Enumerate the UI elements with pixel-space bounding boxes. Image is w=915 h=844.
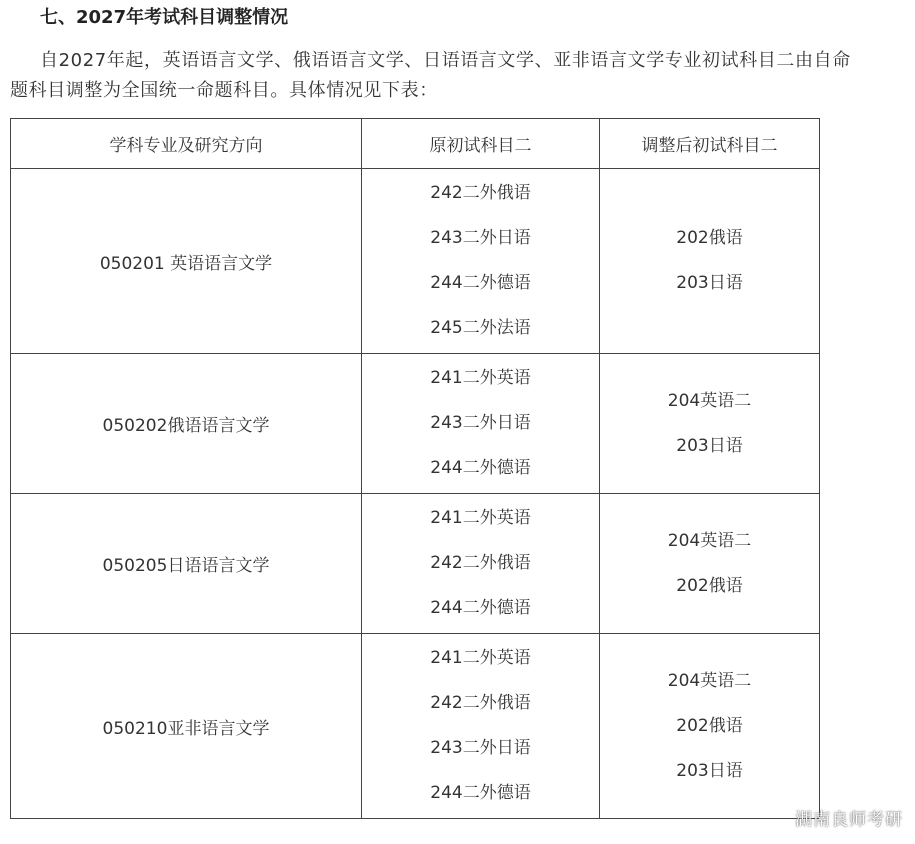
adjusted-subject: 202俄语: [676, 228, 743, 248]
paragraph-line-2: 题科目调整为全国统一命题科目。具体情况见下表：: [10, 80, 438, 101]
adjusted-subjects-cell: [600, 494, 820, 634]
original-subject: 243二外日语: [430, 228, 531, 248]
major-cell: 050210亚非语言文学: [11, 634, 362, 819]
original-subject: 244二外德语: [430, 598, 531, 618]
watermark: 湖南良师考研: [795, 810, 903, 830]
table-row: [11, 634, 820, 819]
adjusted-subjects-cell: [600, 354, 820, 494]
original-subjects-cell: [362, 169, 600, 354]
adjusted-subjects-cell: [600, 169, 820, 354]
original-subjects-cell: [362, 494, 600, 634]
adjusted-subject: 202俄语: [676, 715, 743, 736]
original-subject: 244二外德语: [430, 273, 531, 293]
original-subject: 243二外日语: [430, 738, 531, 758]
header-original-subject: 原初试科目二: [362, 119, 600, 169]
major-cell: 050201 英语语言文学: [11, 169, 362, 354]
original-subject: 242二外俄语: [430, 553, 531, 573]
original-subject: 241二外英语: [430, 508, 531, 528]
original-subject: 243二外日语: [430, 413, 531, 433]
original-subject: 244二外德语: [430, 458, 531, 478]
adjusted-subject: 204英语二: [667, 530, 752, 551]
paragraph-line-1: 自2027年起，英语语言文学、俄语语言文学、日语语言文学、亚非语言文学专业初试科目二由自命: [40, 50, 851, 71]
major-cell: 050202俄语语言文学: [11, 354, 362, 494]
original-subject: 242二外俄语: [430, 183, 531, 203]
original-subject: 242二外俄语: [430, 693, 531, 713]
adjusted-subject: 204英语二: [667, 390, 752, 411]
table-row: [11, 494, 820, 634]
adjusted-subject: 202俄语: [676, 575, 743, 596]
adjusted-subject: 204英语二: [667, 670, 752, 691]
original-subjects-cell: [362, 354, 600, 494]
original-subject: 244二外德语: [430, 783, 531, 803]
adjusted-subject: 203日语: [676, 760, 743, 781]
header-major: 学科专业及研究方向: [11, 119, 362, 169]
major-cell: 050205日语语言文学: [11, 494, 362, 634]
table-header-row: [11, 119, 820, 169]
table-row: [11, 169, 820, 354]
header-adjusted-subject: 调整后初试科目二: [600, 119, 820, 169]
original-subjects-cell: [362, 634, 600, 819]
original-subject: 245二外法语: [430, 318, 531, 338]
original-subject: 241二外英语: [430, 368, 531, 388]
subject-adjustment-table: [10, 118, 820, 819]
adjusted-subject: 203日语: [676, 435, 743, 456]
section-heading: 七、2027年考试科目调整情况: [40, 7, 289, 28]
adjusted-subject: 203日语: [676, 273, 743, 293]
original-subject: 241二外英语: [430, 648, 531, 668]
intro-paragraph: [10, 46, 910, 106]
table-row: [11, 354, 820, 494]
adjusted-subjects-cell: [600, 634, 820, 819]
